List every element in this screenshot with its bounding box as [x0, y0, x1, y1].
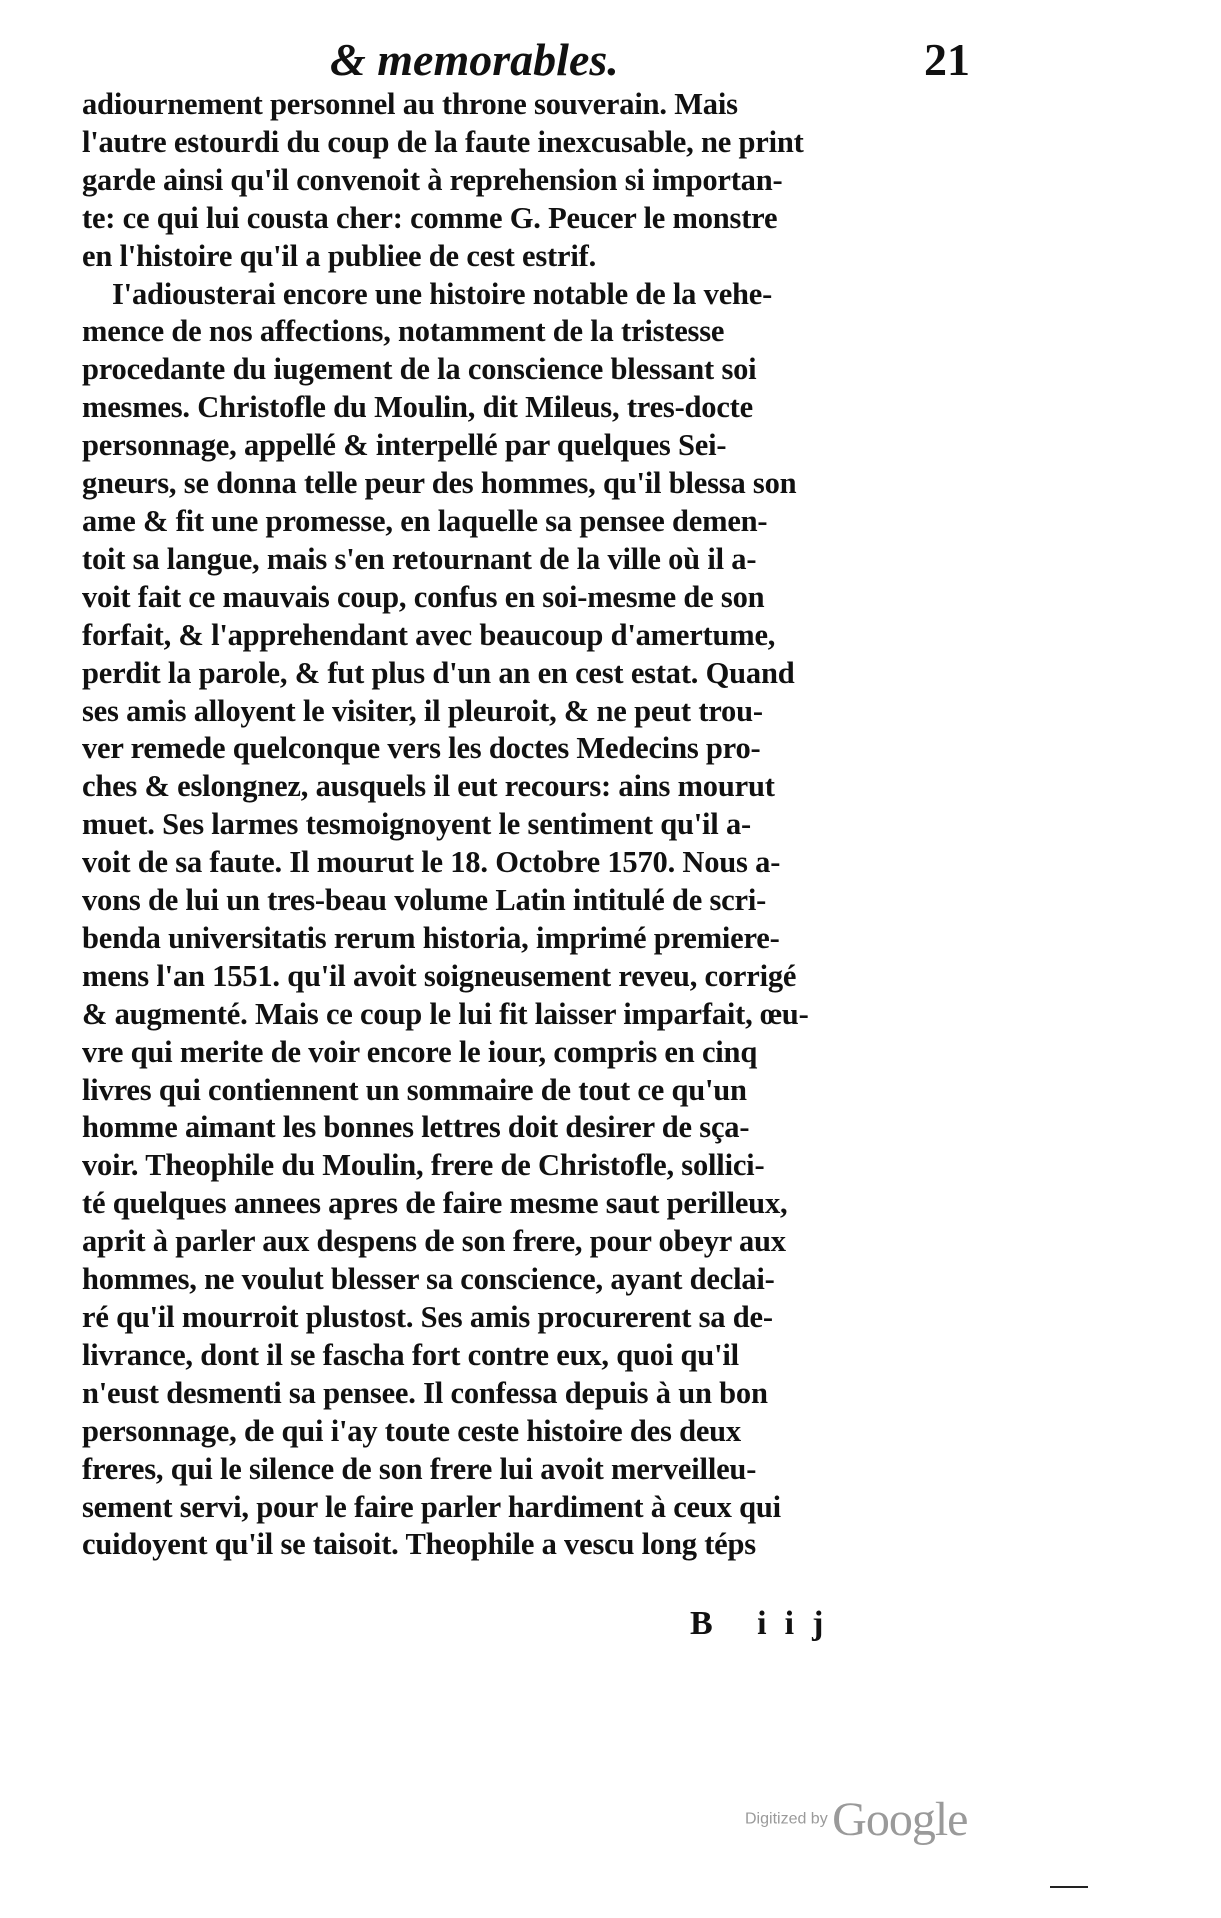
text-line: garde ainsi qu'il convenoit à reprehension si importan-: [82, 162, 783, 197]
text-line: ver remede quelconque vers les doctes Medecins pro-: [82, 731, 761, 766]
running-header: [330, 30, 970, 90]
text-line: I'adiousterai encore une histoire notable de la vehe-: [112, 276, 773, 311]
text-line: mens l'an 1551. qu'il avoit soigneusement reveu, corrigé: [82, 958, 797, 993]
text-line: vre qui merite de voir encore le iour, compris en cinq: [82, 1034, 758, 1069]
body-text: [82, 86, 932, 1564]
text-line: ame & fit une promesse, en laquelle sa pensee demen-: [82, 503, 768, 538]
text-line: procedante du iugement de la conscience blessant soi: [82, 352, 757, 387]
text-line: sement servi, pour le faire parler hardiment à ceux qui: [82, 1489, 781, 1524]
text-line: ré qu'il mourroit plustost. Ses amis procurerent sa de-: [82, 1300, 773, 1334]
text-line: voit de sa faute. Il mourut le 18. Octobre 1570. Nous a-: [82, 845, 781, 880]
text-line: l'autre estourdi du coup de la faute inexcusable, ne print: [82, 124, 804, 159]
watermark-brand: Google: [832, 1793, 968, 1846]
text-line: benda universitatis rerum historia, imprimé premiere-: [82, 920, 780, 955]
text-line: personnage, de qui i'ay toute ceste histoire des deux: [82, 1413, 741, 1448]
text-line: té quelques annees apres de faire mesme saut perilleux,: [82, 1186, 788, 1221]
text-line: mence de nos affections, notamment de la tristesse: [82, 314, 725, 349]
text-line: livres qui contiennent un sommaire de tout ce qu'un: [82, 1072, 747, 1107]
text-line: freres, qui le silence de son frere lui avoit merveilleu-: [82, 1451, 757, 1486]
text-line: n'eust desmenti sa pensee. Il confessa depuis à un bon: [82, 1375, 768, 1410]
corner-rule: [1050, 1886, 1088, 1888]
text-line: te: ce qui lui cousta cher: comme G. Peucer le monstre: [82, 200, 778, 235]
text-line: ches & eslongnez, ausquels il eut recours: ains mourut: [82, 769, 775, 804]
text-line: forfait, & l'apprehendant avec beaucoup d'amertume,: [82, 617, 776, 652]
page-number: 21: [924, 34, 970, 85]
text-line: toit sa langue, mais s'en retournant de la ville où il a-: [82, 541, 757, 576]
running-title: & memorables.: [330, 34, 619, 85]
text-line: muet. Ses larmes tesmoignoyent le sentiment qu'il a-: [82, 807, 751, 842]
digitization-watermark: [745, 1792, 967, 1847]
text-line: vons de lui un tres-beau volume Latin intitulé de scri-: [82, 883, 767, 918]
text-line: adiournement personnel au throne souverain. Mais: [82, 87, 738, 121]
text-line: ses amis alloyent le visiter, il pleuroit, & ne peut trou-: [82, 693, 763, 728]
signature-mark: B iij: [690, 1605, 842, 1642]
text-line: livrance, dont il se fascha fort contre eux, quoi qu'il: [82, 1337, 739, 1372]
text-line: homme aimant les bonnes lettres doit desirer de sça-: [82, 1110, 750, 1145]
text-line: en l'histoire qu'il a publiee de cest estrif.: [82, 238, 596, 273]
text-line: personnage, appellé & interpellé par quelques Sei-: [82, 428, 727, 463]
text-line: hommes, ne voulut blesser sa conscience, ayant declai-: [82, 1262, 775, 1297]
text-line: gneurs, se donna telle peur des hommes, qu'il blessa son: [82, 466, 797, 501]
text-line: voir. Theophile du Moulin, frere de Christofle, sollici-: [82, 1148, 765, 1183]
text-line: mesmes. Christofle du Moulin, dit Mileus, tres-docte: [82, 390, 753, 425]
text-line: voit fait ce mauvais coup, confus en soi-mesme de son: [82, 579, 765, 614]
text-line: aprit à parler aux despens de son frere, pour obeyr aux: [82, 1224, 786, 1259]
text-line: perdit la parole, & fut plus d'un an en cest estat. Quand: [82, 655, 795, 690]
text-line: cuidoyent qu'il se taisoit. Theophile a vescu long téps: [82, 1527, 756, 1562]
text-line: & augmenté. Mais ce coup le lui fit laisser imparfait, œu-: [82, 996, 809, 1031]
watermark-prefix: Digitized by: [745, 1810, 828, 1828]
